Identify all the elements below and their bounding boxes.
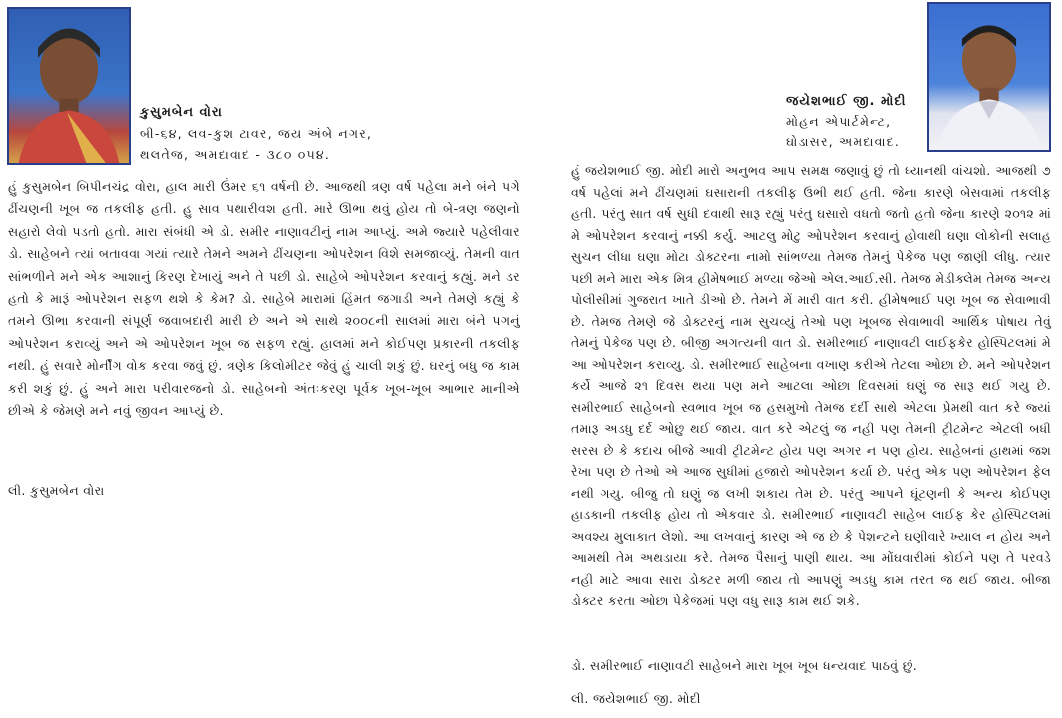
- thanks-note: ડો. સમીરભાઈ નાણાવટી સાહેબને મારા ખૂબ ખૂબ ધન્યવાદ પાઠવું છું.: [571, 658, 918, 673]
- portrait-photo-man: [927, 2, 1051, 152]
- address-line: મોહન એપાર્ટમેન્ટ,: [786, 114, 892, 129]
- testimonial-right: [531, 0, 1062, 718]
- contact-header-right: [786, 92, 921, 152]
- address-line: ઘોડાસર, અમદાવાદ.: [786, 134, 901, 149]
- person-name: જયેશભાઈ જી. મોદી: [786, 94, 907, 109]
- signature: લી. જયેશભાઈ જી. મોદી: [571, 691, 701, 706]
- portrait-photo-woman: [7, 7, 131, 165]
- signature: લી. કુસુમબેન વોરા: [8, 483, 105, 498]
- contact-header-left: [140, 102, 520, 165]
- address-line: થલતેજ, અમદાવાદ - ૩૮૦ ૦૫૪.: [140, 147, 331, 162]
- testimonial-body: હું કુસુમબેન બિપીનચંદ્ર વોરા, હાલ મારી ઉંમર ૬૧ વર્ષની છે. આજથી ત્રણ વર્ષ પહેલા મને બંને પગે ઢીંચણની ખૂબ જ તકલીફ હતી. હુ સાવ પથારીવશ હતી. મારે ઊભા થવું હોય તો બે-ત્રણ જણનો સહારો લેવો પડતો હતો. મારા સંબંધી એ ડો. સમીર નાણાવટીનું નામ આપ્યું. અમે જ્યારે પહેલીવાર ડો. સાહેબને ત્યાં બતાવવા ગયાં ત્યારે તેમને અમને ઢીંચણના ઓપરેશન વિશે સમજાવ્યું. તેમની વાત સાંભળીને મને એક આશાનું કિરણ દેખાયું અને તે પછી ડો. સાહેબે ઓપરેશન કરવાનું કહ્યું. મને ડર હતો કે મારૂં ઓપરેશન સફળ થશે કે કેમ? ડો. સાહેબે મારામાં હિંમત જગાડી અને તેમણે કહ્યું કે તમને ઊભા કરવાની સંપૂર્ણ જવાબદારી મારી છે અને એ સાથે ૨૦૦૮ની સાલમાં મારા બંને પગનું ઓપરેશન કરાવ્યું અને એ ઓપરેશન ખૂબ જ સફળ રહ્યું. હાલમાં મને કોઈપણ પ્રકારની તકલીફ નથી. હું સવારે મોર્નીંગ વોક કરવા જવું છું. ત્રણેક કિલોમીટર જેવું હું ચાલી શકું છું. ઘરનું બધુ જ કામ કરી શકું છું. હું અને મારા પરીવારજનો ડો. સાહેબનો અંતઃકરણ પૂર્વક ખૂબ-ખૂબ આભાર માનીએ છીએ કે જેમણે મને નવું જીવન આપ્યું છે.: [8, 179, 520, 419]
- testimonial-body: હું જયેશભાઈ જી. મોદી મારો અનુભવ આપ સમક્ષ જણાવું છું તો ધ્યાનથી વાંચશો. આજથી ૭ વર્ષ પહેલાં મને ઢીંચણમાં ઘસારાની તકલીફ ઉભી થઈ હતી. જેના કારણે બેસવામાં તકલીફ હતી. પરંતુ સાત વર્ષ સુધી દવાથી સારૂ રહ્યું પરંતુ ઘસારો વધતો જતો હતો જેના કારણે ૨૦૧૨ માં મે ઓપરેશન કરવાનું નક્કી કર્યુ. આટલુ મોટુ ઓપરેશન કરવાનું હોવાથી ઘણા લોકોની સલાહ સુચન લીધા ઘણા મોટા ડોક્ટરના નામો સાંભળ્યા તેમજ તેમનું પેકેજ પણ જાણી લીધુ. ત્યાર પછી મને મારા એક મિત્ર હીમેષભાઈ મળ્યા જેઓ એલ.આઈ.સી. તેમજ મેડીક્લેમ તેમજ અન્ય પોલીસીમાં ગુજરાત ખાતે ડીઓ છે. તેમને મેં મારી વાત કરી. હીમેષભાઈ પણ ખૂબ જ સેવાભાવી છે. તેમજ તેમણે જે ડોક્ટરનું નામ સુચવ્યું તેઓ પણ ખૂબજ સેવાભાવી આર્થિક પોષાય તેવું તેમનું પેકેજ પણ છે. બીજી અગત્યની વાત ડો. સમીરભાઈ નાણાવટી લાઈફકેર હોસ્પિટલમાં મે આ ઓપરેશન કરાવ્યુ. ડો. સમીરભાઈ સાહેબના વખાણ કરીએ તેટલા ઓછા છે. મને ઓપરેશન કર્યે આજે ૨૧ દિવસ થયા પણ મને આટલા ઓછા દિવસમાં ઘણું જ સારૂ થઈ ગયુ છે. સમીરભાઈ સાહેબનો સ્વભાવ ખૂબ જ હસમુખો તેમજ દર્દી સાથે એટલા પ્રેમથી વાત કરે જ્યાં તમારૂ અડધુ દર્દ ઓછુ થઈ જાય. વાત કરે એટલું જ નહી પણ તેમની ટ્રીટમેન્ટ એટલી બધી સરસ છે કે કદાચ બીજે આવી ટ્રીટમેન્ટ હોય પણ અગર ન પણ હોય. સાહેબનાં હાથમાં જશ રેખા પણ છે તેઓ એ આજ સુધીમાં હજારો ઓપરેશન કર્યા છે. પરંતુ એક પણ ઓપરેશન ફેલ નથી ગયુ. બીજુ તો ઘણું જ લખી શકાય તેમ છે. પરંતુ આપને ઘૂંટણની કે અન્ય કોઈપણ હાડકાની તકલીફ હોય તો એકવાર ડો. સમીરભાઈ નાણાવટી સાહેબ લાઈફ કેર હોસ્પિટલમાં અવશ્ય મુલાકાત લેશો. આ લખવાનું કારણ એ જ છે કે પેશન્ટને ઘણીવારે ખ્યાલ ન હોય અને આમથી તેમ અથડાયા કરે. તેમજ પૈસાનું પાણી થાય. આ મોંઘવારીમાં કોઈને પણ તે પરવડે નહી માટે આવા સારા ડોક્ટર મળી જાય તો આપણું અડધુ કામ તરત જ થઈ જાય. બીજા ડોક્ટર કરતા ઓછા પેકેજમાં પણ વધુ સારૂ કામ થઈ શકે.: [571, 163, 1051, 608]
- address-line: બી-૬૪, લવ-કુશ ટાવર, જય અંબે નગર,: [140, 126, 373, 141]
- person-name: કુસુમબેન વોરા: [140, 105, 223, 120]
